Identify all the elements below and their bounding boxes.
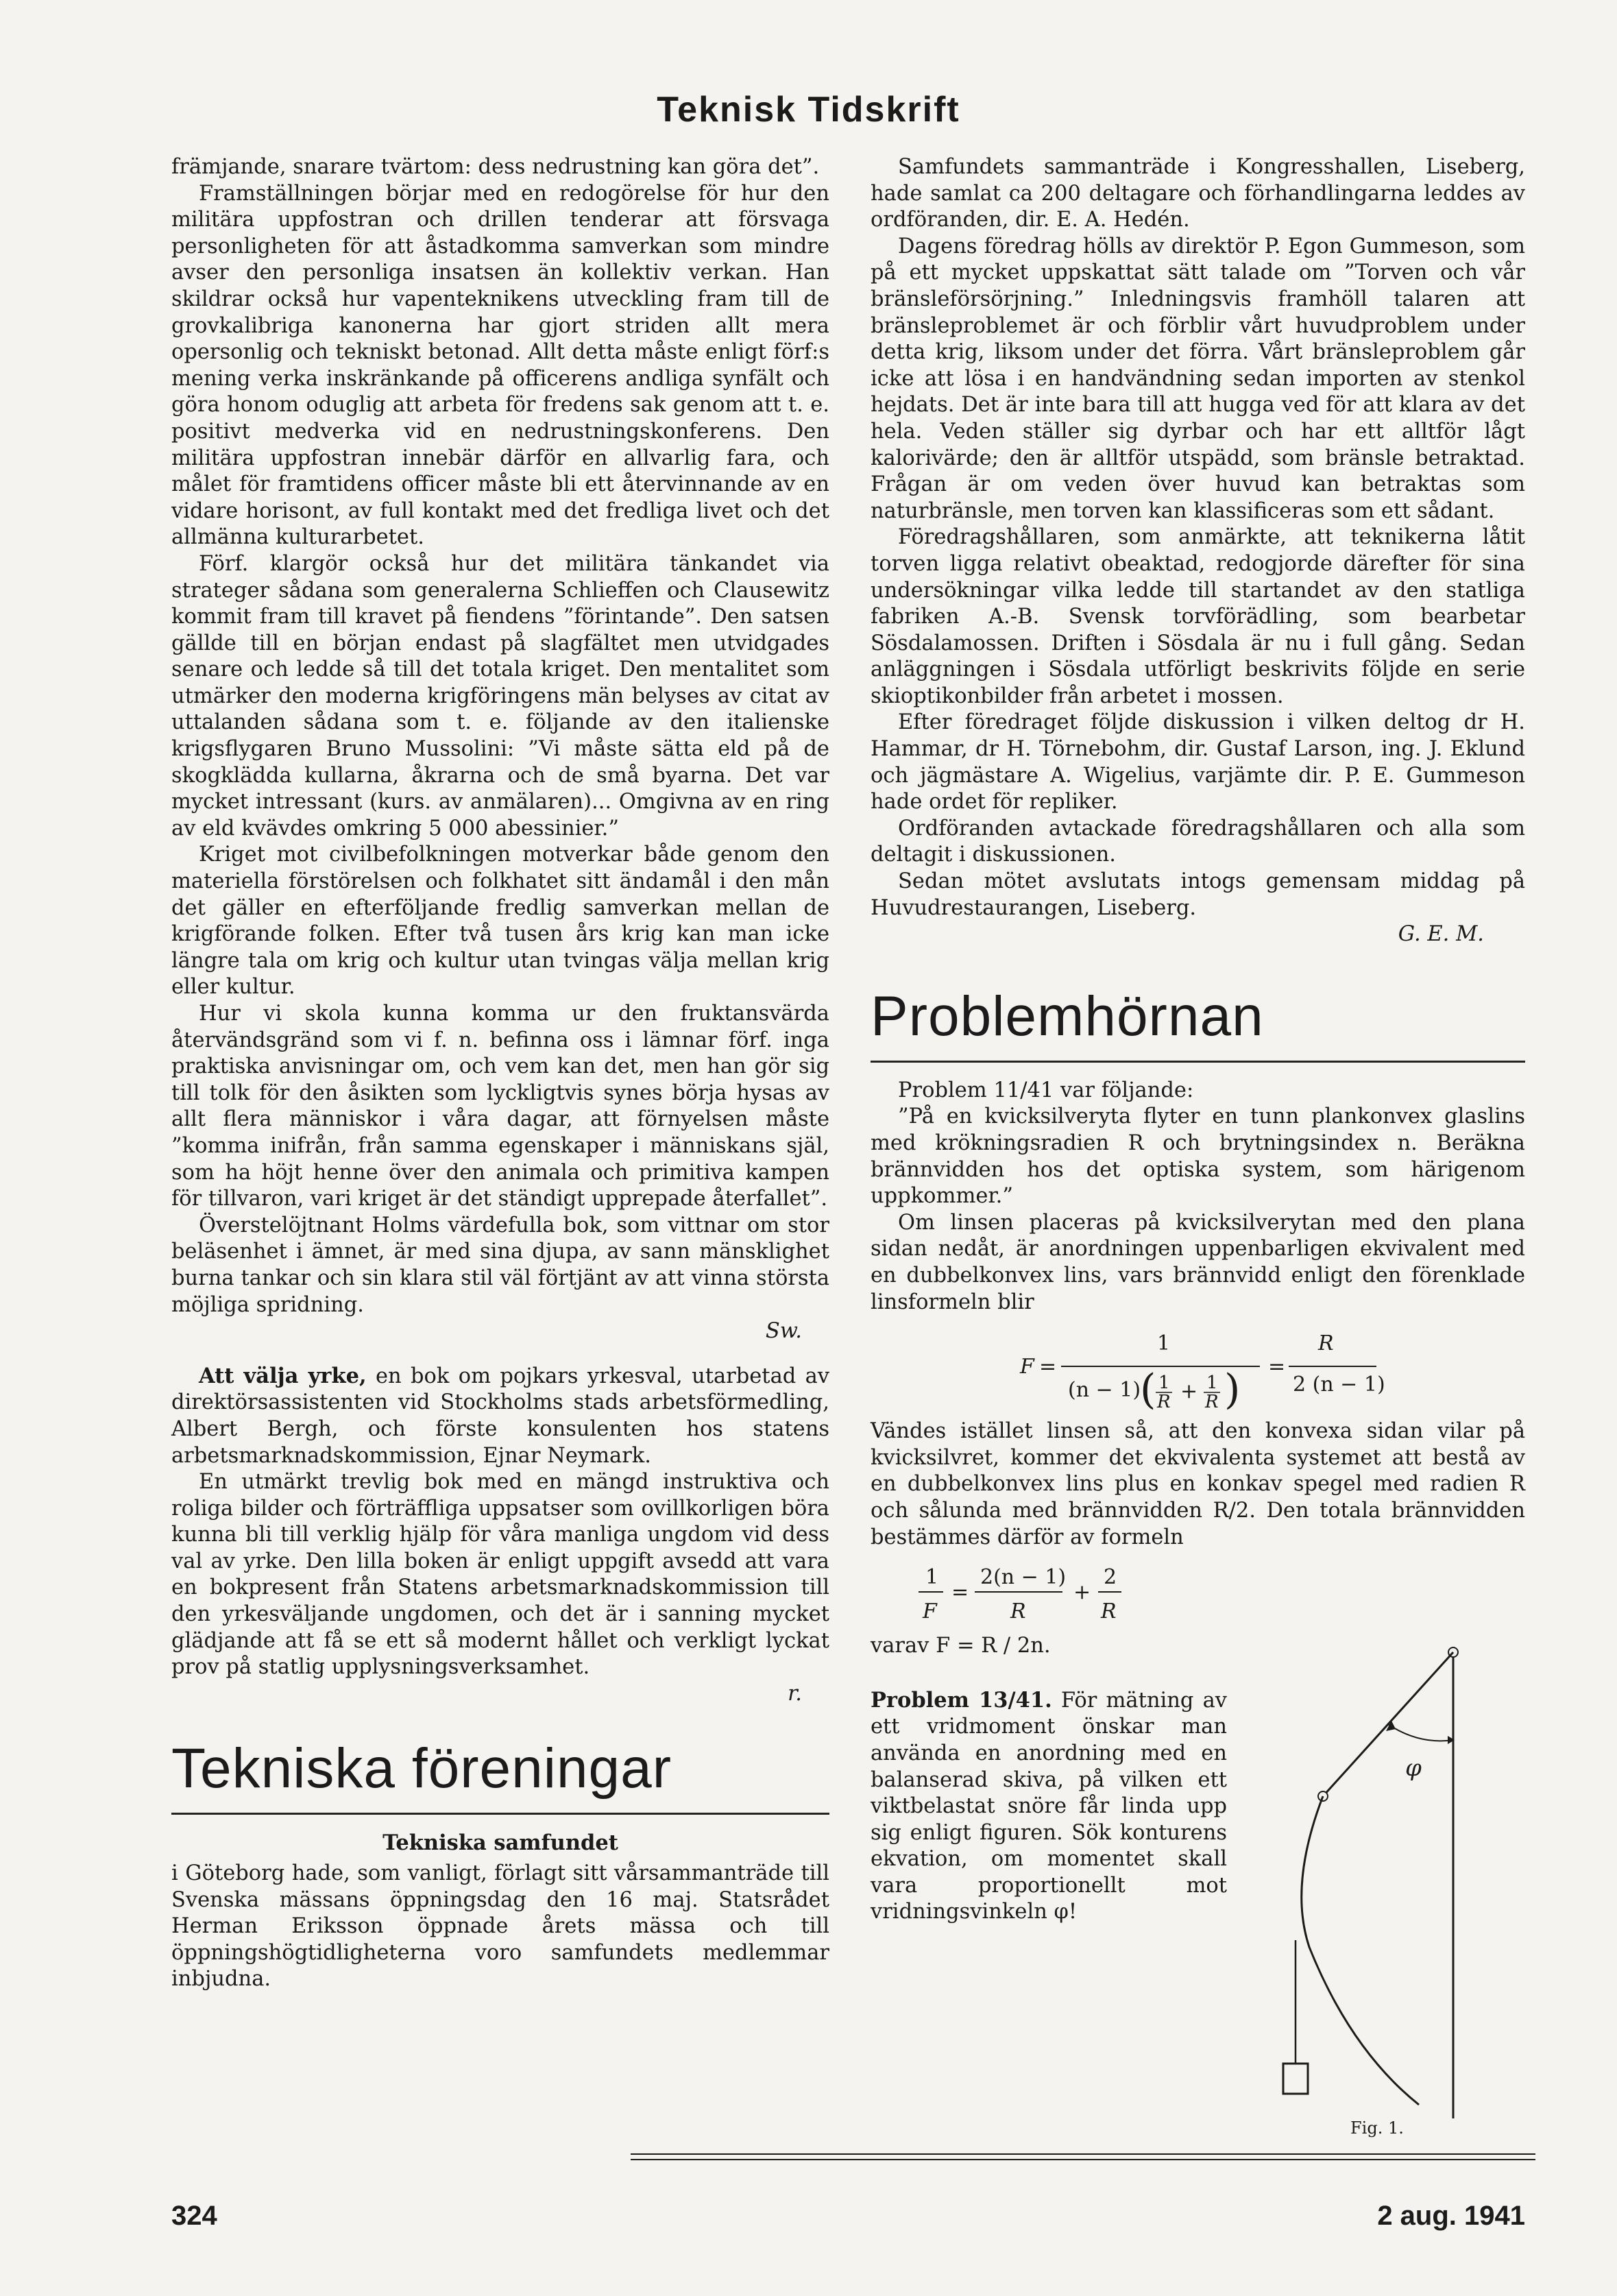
formula-total [898, 1558, 1213, 1626]
page-number: 324 [171, 2201, 217, 2231]
svg-text:+: + [1073, 1580, 1091, 1605]
signature: r. [788, 1681, 802, 1706]
svg-text:1: 1 [1158, 1373, 1170, 1394]
paragraph: Efter föredraget följde diskussion i vilken deltog dr H. Hammar, dr H. Törnebohm, dir. Gustaf Larson, ing. J. Eklund och jägmästare A. Wigelius, varjämte dir. P. E. Gummeson hade ordet för repliker. [871, 710, 1525, 814]
paragraph: Om linsen placeras på kvicksilverytan med den plana sidan nedåt, är anordningen uppenbarligen ekvivalent med en dubbelkonvex lins, vars brännvidd enligt den förenklade linsformeln blir [871, 1210, 1525, 1314]
paragraph: Ordföranden avtackade föredragshållaren och alla som deltagit i diskussionen. [871, 816, 1525, 867]
svg-text:=: = [1038, 1355, 1056, 1379]
svg-text:+: + [1180, 1379, 1197, 1404]
formula-focal-length [1006, 1322, 1390, 1412]
signature: G. E. M. [1398, 922, 1484, 947]
paragraph: Framställningen börjar med en redogörelse för hur den militära uppfostran och drillen tenderar att försvaga personligheten för att åstadkomma samverkan som mindre avser den personliga insatsen än kollektiv verkan. Han skildrar också hur vapenteknikens utveckling fram till de grovkalibriga kanonerna har gjort striden allt mera opersonlig och tekniskt betonad. Allt detta måste enligt förf:s mening verka inskränkande på officerens andliga synfält och göra honom oduglig att arbeta för fredens sak genom att t. e. positivt medverka vid en nedrustningskonferens. Den militära uppfostran innebär därför en allvarlig fara, och målet för framtidens officer måste bli ett återvinnande av en vidare horisont, av full kontakt med det fredliga livet och det allmänna kulturarbetet. [171, 181, 829, 550]
paragraph: En utmärkt trevlig bok med en mängd instruktiva och roliga bilder och förträffliga uppsatser som ovillkorligen böra kunna bli till verklig hjälp för våra manliga ungdom vid dess val av yrke. Den lilla boken är enligt uppgift avsedd att vara en bokpresent från Statens arbetsmarknadskommission till den yrkesväljande ungdomen, och det är i sanning mycket glädjande att få se ett så modernt hållet och verkligt lyckat prov på statlig upplysningsverksamhet. [171, 1470, 829, 1680]
section-rule [871, 1061, 1525, 1063]
paragraph: i Göteborg hade, som vanligt, förlagt sitt vårsammanträde till Svenska mässans öppningsdag den 16 maj. Statsrådet Herman Eriksson öppnade årets mässa och till öppningshögtidligheterna voro samfundets medlemmar inbjudna. [171, 1861, 829, 1992]
svg-text:1: 1 [1156, 1331, 1170, 1356]
svg-text:1: 1 [1206, 1373, 1218, 1394]
subsection-title: Tekniska samfundet [382, 1830, 618, 1856]
left-column [171, 154, 829, 1993]
section-title: Tekniska föreningar [171, 1737, 672, 1800]
paragraph: Föredragshållaren, som anmärkte, att teknikerna låtit torven ligga relativt obeaktad, redogjorde därefter för sina undersökningar vilka ledde till startandet av den statliga fabriken A.-B. Svensk torvförädling, som bearbetar Sösdalamossen. Driften i Sösdala är nu i full gång. Sedan anläggningen i Sösdala utförligt beskrivits följde en serie skioptikonbilder från arbetet i mossen. [871, 525, 1525, 708]
svg-text:(: ( [1139, 1366, 1156, 1412]
svg-text:R: R [1010, 1599, 1026, 1624]
paragraph: Förf. klargör också hur det militära tänkandet via strateger sådana som generalerna Schlieffen och Clausewitz kommit fram till kravet på fiendens ”förintande”. Den satsen gällde till en början endast på slagfältet men utvidgades senare och ledde så till det totala kriget. Den mentalitet som utmärker den moderna krigföringens män belyses av citat av uttalanden sådana som t. e. följande av den italienske krigsflygaren Bruno Mussolini: ”Vi måste sätta eld på de skogklädda kullarna, åkrarna och de små byarna. Det var mycket intressant (kurs. av anmälaren)... Omgivna av en ring av eld kvävdes omkring 5 000 abessinier.” [171, 551, 829, 841]
svg-text:F: F [1019, 1355, 1034, 1379]
svg-text:=: = [1267, 1355, 1285, 1379]
figure-caption: Fig. 1. [1350, 2118, 1404, 2138]
torque-diagram [1268, 1625, 1481, 2146]
weight [1283, 2064, 1308, 2094]
paragraph: ”På en kvicksilveryta flyter en tunn plankonvex glaslins med krökningsradien R och brytningsindex n. Beräkna brännvidden hos det optiska system, som härigenom uppkommer.” [871, 1104, 1525, 1209]
angle-phi-label: φ [1405, 1754, 1422, 1782]
paragraph: Problem 11/41 var följande: [898, 1078, 1194, 1102]
svg-text:): ) [1224, 1366, 1240, 1412]
figure-1 [1268, 1625, 1481, 2146]
svg-text:2 (n − 1): 2 (n − 1) [1292, 1373, 1385, 1397]
paragraph: Hur vi skola kunna komma ur den fruktansvärda återvändsgränd som vi f. n. befinna oss i lämnar förf. inga praktiska anvisningar om, och vem kan det, men han gör sig till tolk för den åsikten som lyckligtvis synes börja hysas av allt flera människor i våra dagar, att förnyelsen måste ”komma inifrån, från samma egenskaper i människans själ, som ha höjt henne över den animala och primitiva kampen för tillvaron, vari kriget är det ständigt upprepade återfallet”. [171, 1002, 829, 1211]
book-review-text: en bok om pojkars yrkesval, utarbetad av direktörsassistenten vid Stockholms stads arbetsförmedling, Albert Bergh, och förste konsulenten hos statens arbetsmarknadskommission, Ejnar Neymark. [171, 1364, 830, 1468]
svg-text:2(n − 1): 2(n − 1) [980, 1565, 1067, 1590]
paragraph: främjande, snarare tvärtom: dess nedrustning kan göra det”. [171, 155, 820, 179]
svg-text:R: R [1204, 1392, 1219, 1412]
svg-text:F: F [923, 1599, 937, 1624]
formula-result: varav F = R / 2n. [871, 1634, 1051, 1658]
problem-13 [871, 1687, 1227, 1926]
section-rule [171, 1813, 829, 1815]
svg-text:1: 1 [925, 1565, 939, 1590]
journal-header: Teknisk Tidskrift [657, 90, 960, 130]
problem-text: För mätning av ett vridmoment önskar man använda en anordning med en balanserad skiva, på vilken ett viktbelastat snöre får linda upp sig enligt figuren. Sök konturens ekvation, om momentet skall vara proportionellt mot vridningsvinkeln φ! [871, 1688, 1228, 1924]
svg-text:R: R [1101, 1599, 1117, 1624]
svg-text:R: R [1317, 1331, 1334, 1356]
svg-text:(n − 1): (n − 1) [1067, 1378, 1141, 1403]
paragraph: Vändes istället linsen så, att den konvexa sidan vilar på kvicksilvret, kommer det ekvivalenta systemet att bestå av en dubbelkonvex lins plus en konkav spegel med radien R och sålunda med brännvidden R/2. Den totala brännvidden bestämmes därför av formeln [871, 1419, 1525, 1549]
svg-text:2: 2 [1104, 1565, 1117, 1590]
book-title: Att välja yrke, [199, 1363, 367, 1388]
problem-label: Problem 13/41. [871, 1687, 1052, 1713]
svg-text:R: R [1156, 1392, 1171, 1412]
footer-rule [631, 2151, 1535, 2165]
issue-date: 2 aug. 1941 [1377, 2201, 1525, 2231]
section-title: Problemhörnan [871, 984, 1264, 1048]
paragraph: Sedan mötet avslutats intogs gemensam middag på Huvudrestaurangen, Liseberg. [871, 869, 1525, 920]
signature: Sw. [765, 1319, 802, 1344]
paragraph: Överstelöjtnant Holms värdefulla bok, som vittnar om stor beläsenhet i ämnet, är med sina djupa, av sann mänsklighet burna tankar och sin klara stil väl förtjänt av att vinna största möjliga spridning. [171, 1213, 829, 1317]
paragraph: Kriget mot civilbefolkningen motverkar både genom den materiella förstörelsen och folkhatet sitt ändamål i den mån det gäller en efterföljande fredlig samverkan mellan de krigförande folken. Efter två tusen års krig kan man icke längre tala om krig och kultur utan tvingas välja mellan krig eller kultur. [171, 843, 829, 1000]
paragraph: Dagens föredrag hölls av direktör P. Egon Gummeson, som på ett mycket uppskattat sätt talade om ”Torven och vår bränsleförsörjning.” Inledningsvis framhöll talaren att bränsleproblemet är och förblir vårt huvudproblem under detta krig, liksom under det förra. Vårt bränsleproblem går icke att lösa i en handvändning sedan importen av stenkol hejdats. Det är inte bara till att hugga ved för att klara av det hela. Veden ställer sig dyrbar och har ett alltför lågt kalorivärde; den är alltför utspädd, som bränsle betraktad. Frågan är om veden över huvud kan betraktas som naturbränsle, men torven kan klassificeras som ett sådant. [871, 234, 1525, 523]
paragraph: Samfundets sammanträde i Kongresshallen, Liseberg, hade samlat ca 200 deltagare och förhandlingarna leddes av ordföranden, dir. E. A. Hedén. [871, 155, 1525, 232]
svg-text:=: = [951, 1580, 969, 1605]
book-review [171, 1363, 829, 1469]
